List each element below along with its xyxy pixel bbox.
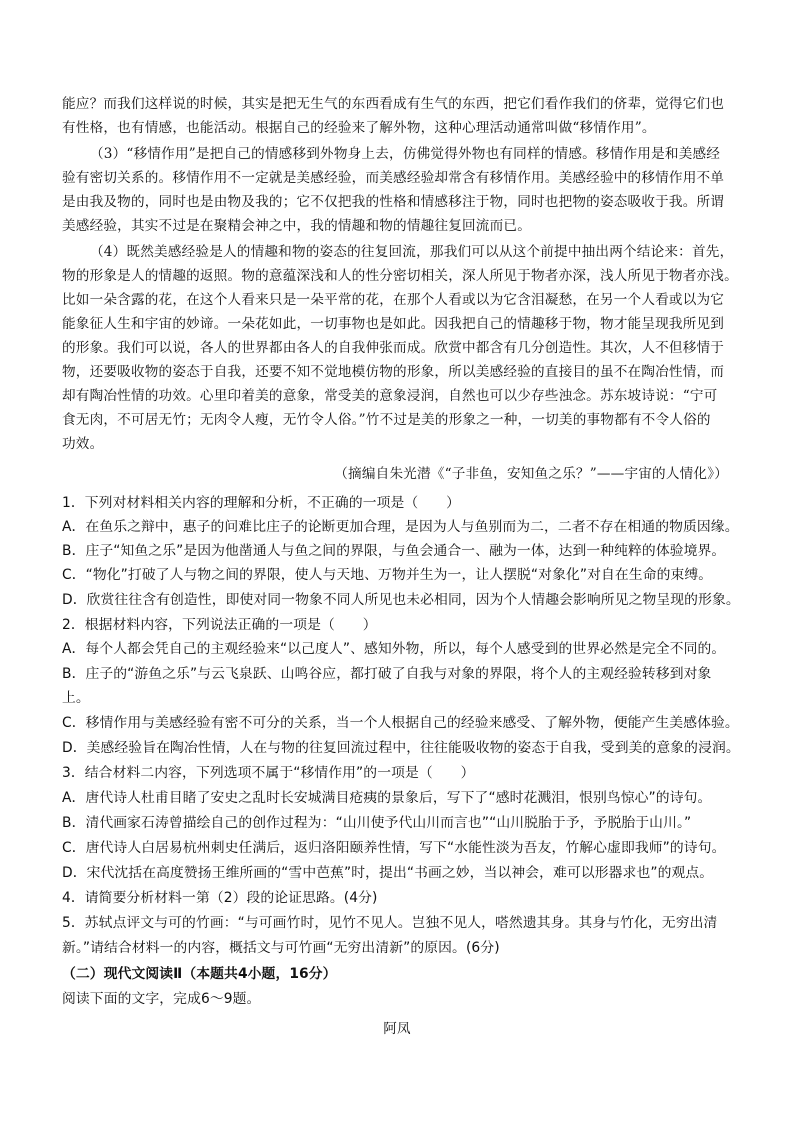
passage-line: 物，还要吸收物的姿态于自我，还要不知不觉地模仿物的形象，所以美感经验的直接目的虽不在陶冶性情，而	[62, 364, 725, 380]
question-1-option-a: A．在鱼乐之辩中，惠子的问难比庄子的论断更加合理，是因为人与鱼别而为二，二者不存在相通的物质因缘。	[62, 519, 739, 535]
question-2-stem: 2．根据材料内容，下列说法正确的一项是（ ）	[62, 617, 377, 633]
passage-line: 美感经验，其实不过是在聚精会神之中，我的情趣和物的情趣往复回流而已。	[62, 218, 531, 234]
question-3-option-b: B．清代画家石涛曾描绘自己的创作过程为：“山川使予代山川而言也”“山川脱胎于予，予脱胎于山川。”	[62, 815, 692, 831]
passage-line: （4）既然美感经验是人的情趣和物的姿态的往复回流，那我们可以从这个前提中抽出两个结论来：首先，	[90, 244, 734, 260]
question-5-line1: 5．苏轼点评文与可的竹画：“与可画竹时，见竹不见人。岂独不见人，嗒然遗其身。其身与竹化，无穷出清	[62, 915, 718, 931]
passage-line: （3）“移情作用”是把自己的情感移到外物身上去，仿佛觉得外物也有同样的情感。移情作用是和美感经	[90, 146, 721, 162]
passage-line: 是由我及物的，同时也是由物及我的；它不仅把我的性格和情感移注于物，同时也把物的姿态吸收于我。所谓	[62, 194, 725, 210]
passage-line: 比如一朵含露的花，在这个人看来只是一朵平常的花，在那个人看或以为它含泪凝愁，在另一个人看或以为它	[62, 292, 725, 308]
question-1-option-c: C．“物化”打破了人与物之间的界限，使人与天地、万物并生为一，让人摆脱“对象化”对自在生命的束缚。	[62, 567, 713, 583]
question-1-stem: 1．下列对材料相关内容的理解和分析，不正确的一项是（ ）	[62, 495, 460, 511]
question-3-stem: 3．结合材料二内容，下列选项不属于“移情作用”的一项是（ ）	[62, 765, 475, 781]
question-3-option-d: D．宋代沈括在高度赞扬王维所画的“雪中芭蕉”时，提出“书画之妙，当以神会，难可以形器求也”的观点。	[62, 865, 714, 881]
passage-line: 验有密切关系的。移情作用不一定就是美感经验，而美感经验却常含有移情作用。美感经验中的移情作用不单	[62, 170, 725, 186]
question-1-option-b: B．庄子“知鱼之乐”是因为他凿通人与鱼之间的界限，与鱼会通合一、融为一体，达到一种纯粹的体验境界。	[62, 543, 726, 559]
question-2-option-c: C．移情作用与美感经验有密不可分的关系，当一个人根据自己的经验来感受、了解外物，便能产生美感体验。	[62, 715, 739, 731]
article-title: 阿凤	[383, 1021, 411, 1037]
passage-line: 能象征人生和宇宙的妙谛。一朵花如此，一切事物也是如此。因我把自己的情趣移于物，物才能呈现我所见到	[62, 316, 725, 332]
question-3-option-a: A．唐代诗人杜甫目睹了安史之乱时长安城满目疮痍的景象后，写下了“感时花溅泪，恨别鸟惊心”的诗句。	[62, 790, 712, 806]
passage-line: 有性格，也有情感，也能活动。根据自己的经验来了解外物，这种心理活动通常叫做“移情作用”。	[62, 120, 656, 136]
passage-line: 物的形象是人的情趣的返照。物的意蕴深浅和人的性分密切相关，深人所见于物者亦深，浅人所见于物者亦浅。	[62, 268, 738, 284]
passage-line: 的形象。我们可以说，各人的世界都由各人的自我伸张而成。欣赏中都含有几分创造性。其次，人不但移情于	[62, 340, 725, 356]
question-1-option-d: D．欣赏往往含有创造性，即使对同一物象不同人所见也未必相同，因为个人情趣会影响所见之物呈现的形象。	[62, 592, 740, 608]
question-5-line2: 新。”请结合材料一的内容，概括文与可竹画“无穷出清新”的原因。(6分)	[62, 940, 500, 956]
question-3-option-c: C．唐代诗人白居易杭州刺史任满后，返归洛阳颐养性情，写下“水能性淡为吾友，竹解心虚即我师”的诗句。	[62, 840, 726, 856]
question-2-option-b: B．庄子的“游鱼之乐”与云飞泉跃、山鸣谷应，都打破了自我与对象的界限，将个人的主观经验转移到对象	[62, 666, 712, 682]
section-heading: （二）现代文阅读Ⅱ（本题共4小题，16分）	[62, 966, 337, 982]
question-2-option-b-cont: 上。	[62, 690, 90, 706]
passage-line: 食无肉，不可居无竹；无肉令人瘦，无竹令人俗。”竹不过是美的形象之一种，一切美的事物都有不令人俗的	[62, 412, 711, 428]
passage-line: 能应？而我们这样说的时候，其实是把无生气的东西看成有生气的东西，把它们看作我们的侪辈，觉得它们也	[62, 96, 725, 112]
question-4: 4．请简要分析材料一第（2）段的论证思路。(4分)	[62, 890, 378, 906]
question-2-option-d: D．美感经验旨在陶冶性情，人在与物的往复回流过程中，往往能吸收物的姿态于自我，受到美的意象的浸润。	[62, 740, 740, 756]
section-instruction: 阅读下面的文字，完成6～9题。	[62, 991, 261, 1007]
passage-line: 功效。	[62, 436, 104, 452]
passage-source: （摘编自朱光潜《“子非鱼，安知鱼之乐？”——宇宙的人情化》）	[334, 466, 728, 482]
question-2-option-a: A．每个人都会凭自己的主观经验来“以己度人”、感知外物，所以，每个人感受到的世界必然是完全不同的。	[62, 641, 726, 657]
passage-line: 却有陶冶性情的功效。心里印着美的意象，常受美的意象浸润，自然也可以少存些浊念。苏东坡诗说：“宁可	[62, 388, 718, 404]
